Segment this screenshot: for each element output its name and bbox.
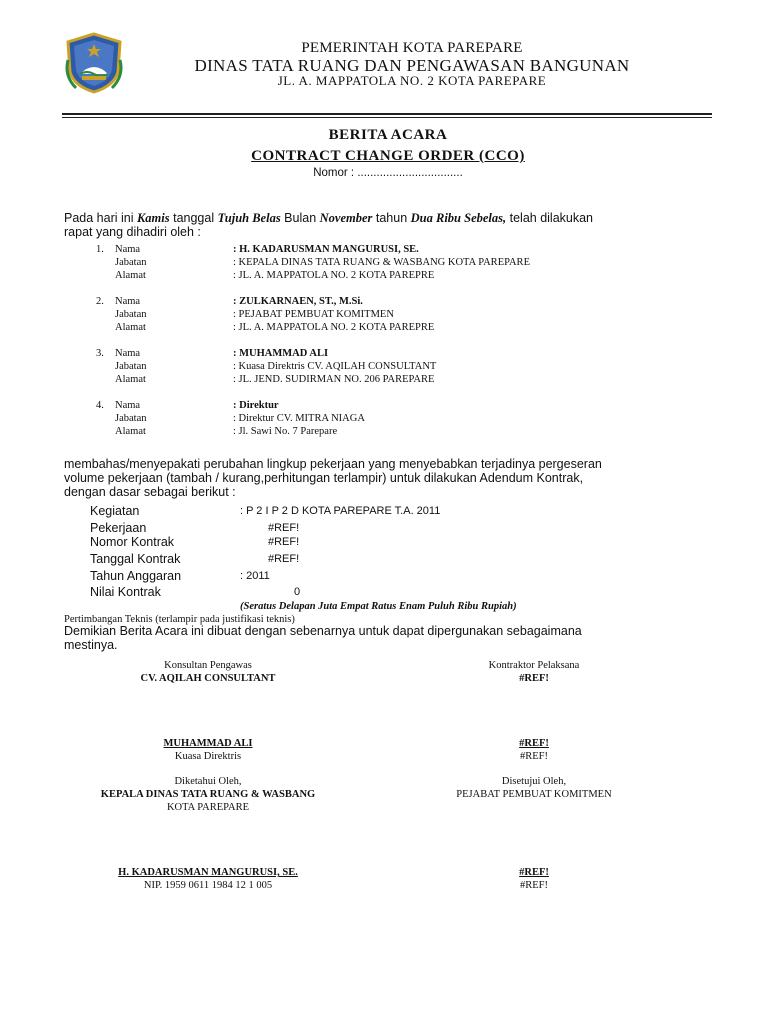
intro-line-2: rapat yang dihadiri oleh :	[64, 225, 201, 239]
approved-by-label: Disetujui Oleh,	[501, 776, 567, 787]
field-label-nomor-kontrak: Nomor Kontrak	[90, 535, 175, 549]
signer-left-org: CV. AQILAH CONSULTANT	[140, 673, 276, 684]
doc-subtitle: CONTRACT CHANGE ORDER (CCO)	[251, 148, 525, 164]
field-label-tanggal-kontrak: Tanggal Kontrak	[90, 552, 181, 566]
intro-day: Kamis	[136, 211, 170, 225]
party-3-name: : MUHAMMAD ALI	[233, 348, 329, 359]
party-4-name: : Direktur	[233, 400, 279, 411]
field-label-pekerjaan: Pekerjaan	[90, 521, 147, 535]
field-value-nomor-kontrak: #REF!	[268, 536, 300, 548]
amount-in-words: (Seratus Delapan Juta Empat Ratus Enam Puluh Ribu Rupiah)	[240, 601, 517, 612]
bottom-right-sub: #REF!	[519, 880, 548, 891]
header-rule-thick	[62, 113, 712, 115]
closing-line-1: Demikian Berita Acara ini dibuat dengan sebenarnya untuk dapat dipergunakan sebagaimana	[64, 624, 582, 638]
signer-right-role: Kontraktor Pelaksana	[488, 660, 580, 671]
header-rule-thin	[62, 117, 712, 118]
bottom-left-name: H. KADARUSMAN MANGURUSI, SE.	[118, 867, 298, 878]
signer-left-title: Kuasa Direktris	[174, 751, 242, 762]
party-2-position: : PEJABAT PEMBUAT KOMITMEN	[233, 309, 394, 320]
party-3-address: : JL. JEND. SUDIRMAN NO. 206 PAREPARE	[233, 374, 435, 385]
header-address: JL. A. MAPPATOLA NO. 2 KOTA PAREPARE	[277, 73, 547, 88]
bottom-right-name: #REF!	[519, 867, 549, 878]
signer-right-name: #REF!	[519, 738, 549, 749]
intro-date: Tujuh Belas	[217, 211, 281, 225]
doc-number: Nomor : .................................	[313, 167, 463, 179]
body-line-3: dengan dasar sebagai berikut :	[64, 485, 236, 499]
party-1-name: : H. KADARUSMAN MANGURUSI, SE.	[233, 244, 419, 255]
header-government: PEMERINTAH KOTA PAREPARE	[301, 40, 523, 56]
doc-title: BERITA ACARA	[328, 127, 448, 143]
intro-line: Pada hari ini Kamis tanggal Tujuh Belas Bulan November tahun Dua Ribu Sebelas, telah dilakukan	[64, 211, 594, 225]
approved-by-org: PEJABAT PEMBUAT KOMITMEN	[456, 789, 612, 800]
known-by-org-1: KEPALA DINAS TATA RUANG & WASBANG	[100, 789, 316, 800]
field-value-tahun-anggaran: : 2011	[240, 570, 270, 582]
party-2-address: : JL. A. MAPPATOLA NO. 2 KOTA PAREPRE	[233, 322, 435, 333]
field-label-kegiatan: Kegiatan	[90, 504, 140, 518]
bottom-left-nip: NIP. 1959 0611 1984 12 1 005	[143, 880, 273, 891]
field-label-tahun-anggaran: Tahun Anggaran	[90, 569, 182, 583]
signer-left-name: MUHAMMAD ALI	[163, 738, 253, 749]
field-value-kegiatan: : P 2 I P 2 D KOTA PAREPARE T.A. 2011	[240, 505, 441, 517]
party-3-position: : Kuasa Direktris CV. AQILAH CONSULTANT	[233, 361, 437, 372]
party-4-address: : Jl. Sawi No. 7 Parepare	[233, 426, 338, 437]
closing-line-2: mestinya.	[64, 638, 118, 652]
body-line-1: membahas/menyepakati perubahan lingkup pekerjaan yang menyebabkan terjadinya pergeseran	[64, 457, 602, 471]
field-label-nilai-kontrak: Nilai Kontrak	[90, 585, 161, 599]
technical-consideration: Pertimbangan Teknis (terlampir pada justifikasi teknis)	[64, 614, 295, 625]
party-4-position: : Direktur CV. MITRA NIAGA	[233, 413, 365, 424]
party-1-position: : KEPALA DINAS TATA RUANG & WASBANG KOTA PAREPARE	[233, 257, 530, 268]
field-value-pekerjaan: #REF!	[268, 522, 300, 534]
field-value-nilai-kontrak: 0	[294, 586, 301, 598]
signer-right-title: #REF!	[519, 751, 548, 762]
party-1-address: : JL. A. MAPPATOLA NO. 2 KOTA PAREPRE	[233, 270, 435, 281]
intro-year: Dua Ribu Sebelas,	[410, 211, 507, 225]
known-by-org-2: KOTA PAREPARE	[166, 802, 250, 813]
intro-month: November	[319, 211, 373, 225]
body-line-2: volume pekerjaan (tambah / kurang,perhitungan terlampir) untuk dilakukan Adendum Kontrak,	[64, 471, 584, 485]
header-agency: DINAS TATA RUANG DAN PENGAWASAN BANGUNAN	[194, 56, 630, 75]
signer-left-role: Konsultan Pengawas	[164, 660, 252, 671]
field-value-tanggal-kontrak: #REF!	[268, 553, 300, 565]
known-by-label: Diketahui Oleh,	[174, 776, 242, 787]
party-2-name: : ZULKARNAEN, ST., M.Si.	[233, 296, 363, 307]
signer-right-org: #REF!	[519, 673, 549, 684]
